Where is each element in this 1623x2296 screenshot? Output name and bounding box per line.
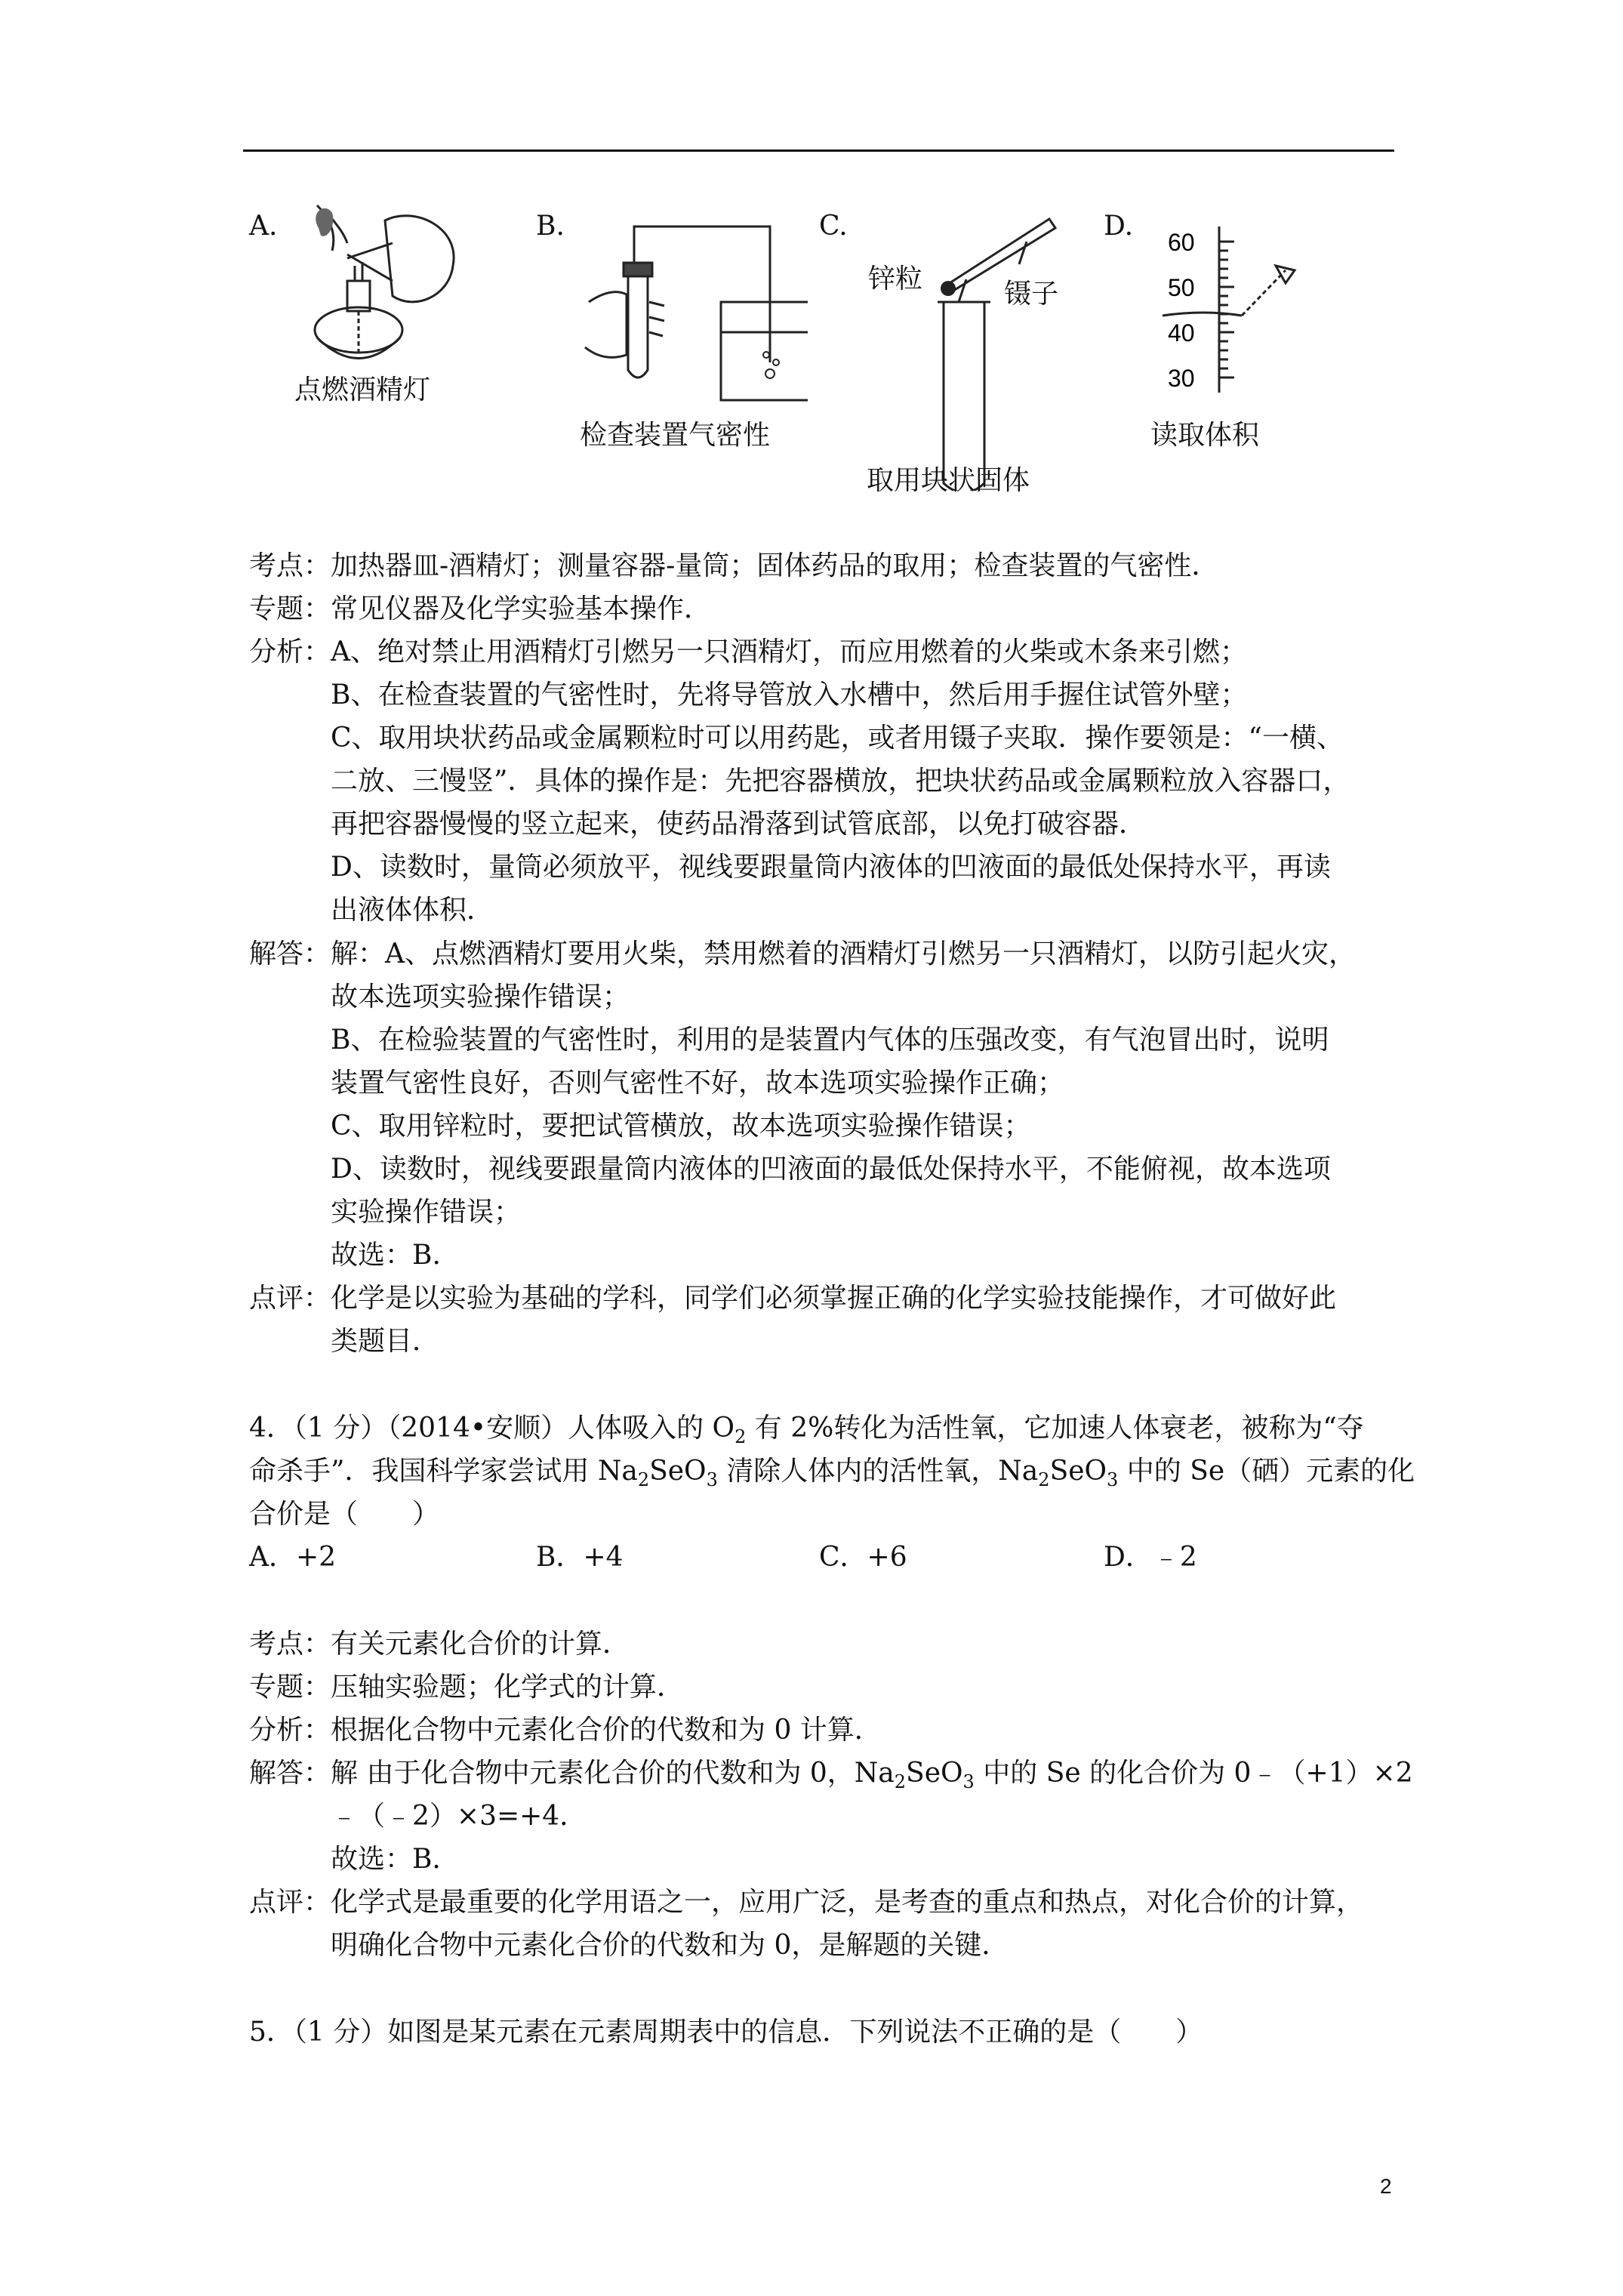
q3-dianping-line: 点评：化学是以实验为基础的学科，同学们必须掌握正确的化学实验技能操作，才可做好此 xyxy=(249,1283,1337,1314)
header-rule xyxy=(243,149,1394,152)
q4-dianping-line: 明确化合物中元素化合价的代数和为 0，是解题的关键． xyxy=(331,1930,1009,1961)
q5-stem: 5．（1 分）如图是某元素在元素周期表中的信息．下列说法不正确的是（ ） xyxy=(249,2017,1203,2048)
q4-dianping-line: 点评：化学式是最重要的化学用语之一，应用广泛，是考查的重点和热点，对化合价的计算， xyxy=(249,1887,1364,1918)
q3-fenxi-line: D、读数时，量筒必须放平，视线要跟量筒内液体的凹液面的最低处保持水平，再读 xyxy=(331,852,1331,883)
q3-jieda-line: 故选：B. xyxy=(331,1240,441,1271)
q4-option-a: A．+2 xyxy=(249,1542,337,1573)
q3-jieda-line: C、取用锌粒时，要把试管横放，故本选项实验操作错误； xyxy=(331,1111,1031,1142)
q3-fenxi-line: B、在检查装置的气密性时，先将导管放入水槽中，然后用手握住试管外壁； xyxy=(331,680,1248,710)
q3-kaodian: 考点：加热器皿-酒精灯；测量容器-量筒；固体药品的取用；检查装置的气密性． xyxy=(249,550,1219,581)
q4-kaodian: 考点：有关元素化合价的计算． xyxy=(249,1629,630,1660)
zinc-label: 锌粒 xyxy=(868,264,923,294)
option-a-letter: A. xyxy=(249,211,278,242)
q3-jieda-line: B、在检验装置的气密性时，利用的是装置内气体的压强改变，有气泡冒出时，说明 xyxy=(331,1025,1329,1056)
q4-stem-line1: 4．（1 分）（2014•安顺）人体吸入的 $O_2$ 有 2%转化为活性氧，它加速人体衰老，被称为“夺 xyxy=(249,1413,1364,1447)
q3-jieda-line: 实验操作错误； xyxy=(331,1197,522,1228)
q4-stem-line2: 命杀手”．我国科学家尝试用 $Na_2SeO_3$ 清除人体内的活性氧，$Na_2SeO_3$ 中的 Se（硒）元素的化 xyxy=(249,1456,1415,1490)
q4-fenxi: 分析：根据化合物中元素化合价的代数和为 0 计算． xyxy=(249,1715,882,1746)
q3-fenxi-line: C、取用块状药品或金属颗粒时可以用药匙，或者用镊子夹取．操作要领是：“一横、 xyxy=(331,723,1344,754)
q3-jieda-line: 解答：解：A、点燃酒精灯要用火柴，禁用燃着的酒精灯引燃另一只酒精灯，以防引起火灾， xyxy=(249,938,1356,969)
option-b-caption: 检查装置气密性 xyxy=(580,420,771,451)
q3-dianping-line: 类题目． xyxy=(331,1326,440,1357)
q4-jieda-line2: ﹣（﹣2）×3=+4． xyxy=(331,1801,587,1832)
option-d-caption: 读取体积 xyxy=(1150,420,1260,451)
q3-fenxi-line: 分析：A、绝对禁止用酒精灯引燃另一只酒精灯，而应用燃着的火柴或木条来引燃； xyxy=(249,636,1247,667)
scale-60: 60 xyxy=(1168,229,1195,256)
tweezers-label: 镊子 xyxy=(1004,279,1059,310)
alcohol-lamp-figure xyxy=(302,198,468,379)
option-c-caption: 取用块状固体 xyxy=(867,465,1030,496)
q3-fenxi-line: 二放、三慢竖”．具体的操作是：先把容器横放，把块状药品或金属颗粒放入容器口， xyxy=(331,766,1350,797)
q3-jieda-line: 故本选项实验操作错误； xyxy=(331,982,630,1012)
q4-stem-line3: 合价是（ ） xyxy=(249,1499,440,1530)
page-number: 2 xyxy=(1380,2174,1392,2198)
cylinder-figure xyxy=(1159,219,1302,400)
scale-50: 50 xyxy=(1168,274,1195,301)
q3-zhuanti: 专题：常见仪器及化学实验基本操作． xyxy=(249,593,712,624)
q4-jieda-line1: 解答：解 由于化合物中元素化合价的代数和为 0，$Na_2SeO_3$ 中的 Se 的化合价为 0﹣（+1）×2 xyxy=(249,1758,1413,1792)
option-c-letter: C. xyxy=(819,211,848,242)
option-d-letter: D. xyxy=(1104,211,1134,242)
option-b-letter: B. xyxy=(536,211,565,242)
q4-option-b: B．+4 xyxy=(536,1542,624,1573)
q4-option-d: D．﹣2 xyxy=(1104,1542,1197,1573)
q3-fenxi-line: 再把容器慢慢的竖立起来，使药品滑落到试管底部，以免打破容器． xyxy=(331,809,1147,840)
scale-40: 40 xyxy=(1168,319,1195,347)
q3-jieda-line: 装置气密性良好，否则气密性不好，故本选项实验操作正确； xyxy=(331,1068,1065,1099)
q3-fenxi-line: 出液体体积． xyxy=(331,895,494,926)
option-a-caption: 点燃酒精灯 xyxy=(294,374,431,405)
q3-jieda-line: D、读数时，视线要跟量筒内液体的凹液面的最低处保持水平，不能俯视，故本选项 xyxy=(331,1154,1331,1185)
q4-zhuanti: 专题：压轴实验题；化学式的计算． xyxy=(249,1672,685,1703)
airtightness-figure xyxy=(581,211,808,408)
scale-30: 30 xyxy=(1168,365,1195,392)
test-tube-figure xyxy=(921,204,1072,491)
q4-jieda-line3: 故选：B． xyxy=(331,1844,460,1875)
q4-option-c: C．+6 xyxy=(819,1542,907,1573)
